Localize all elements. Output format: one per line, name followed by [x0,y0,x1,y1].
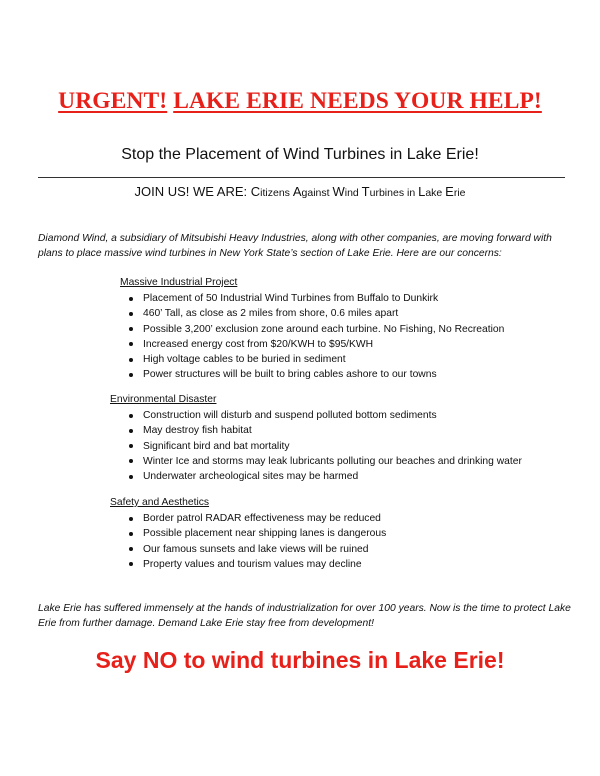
section-list-industrial [129,291,504,383]
list-item: Underwater archeological sites may be harmed [129,469,522,484]
org-rest-w: ind [344,187,362,199]
list-item: 460’ Tall, as close as 2 miles from shore, 0.6 miles apart [129,306,504,321]
org-rest-t: urbines in [369,187,419,199]
org-cap-e: E [445,184,454,199]
join-prefix: JOIN US! WE ARE: [134,184,251,199]
org-cap-w: W [332,184,345,199]
list-item: Possible 3,200’ exclusion zone around each turbine. No Fishing, No Recreation [129,322,504,337]
org-rest-e: rie [453,187,466,199]
section-heading-environment: Environmental Disaster [110,394,217,405]
section-heading-safety: Safety and Aesthetics [110,497,210,508]
section-heading-industrial: Massive Industrial Project [120,277,238,288]
list-item: Increased energy cost from $20/KWH to $95/KWH [129,337,504,352]
list-item: Border patrol RADAR effectiveness may be reduced [129,511,386,526]
headline-help: LAKE ERIE NEEDS YOUR HELP! [173,88,542,114]
list-item: Winter Ice and storms may leak lubricants polluting our beaches and drinking water [129,454,522,469]
list-item: May destroy fish habitat [129,423,522,438]
divider-line [38,177,565,178]
join-line [0,184,600,199]
org-rest-c: itizens [260,187,293,199]
closing-paragraph: Lake Erie has suffered immensely at the hands of industrialization for over 100 years. Now is the time to protect Lake Erie from further damage. Demand Lake Erie stay free from development! [38,603,571,629]
org-cap-t: T [361,184,370,199]
org-cap-l: L [418,184,426,199]
list-item: Construction will disturb and suspend polluted bottom sediments [129,408,522,423]
list-item: Property values and tourism values may decline [129,557,386,572]
subtitle: Stop the Placement of Wind Turbines in Lake Erie! [121,146,479,163]
intro-paragraph: Diamond Wind, a subsidiary of Mitsubishi Heavy Industries, along with other companies, are moving forward with plans to place massive wind turbines in New York State’s section of Lake Erie. Here are our concerns: [38,233,552,259]
list-item: Placement of 50 Industrial Wind Turbines from Buffalo to Dunkirk [129,291,504,306]
org-cap-c: C [250,184,261,199]
org-cap-a: A [292,184,302,199]
list-item: Power structures will be built to bring cables ashore to our towns [129,367,504,382]
org-rest-a: gainst [301,187,333,199]
headline-urgent: URGENT! [58,88,168,114]
headline [0,88,600,115]
section-list-safety [129,511,386,572]
list-item: High voltage cables to be buried in sediment [129,352,504,367]
org-rest-l: ake [425,187,446,199]
section-list-environment [129,408,522,484]
list-item: Significant bird and bat mortality [129,439,522,454]
call-to-action: Say NO to wind turbines in Lake Erie! [95,647,505,673]
list-item: Possible placement near shipping lanes is dangerous [129,526,386,541]
list-item: Our famous sunsets and lake views will be ruined [129,542,386,557]
